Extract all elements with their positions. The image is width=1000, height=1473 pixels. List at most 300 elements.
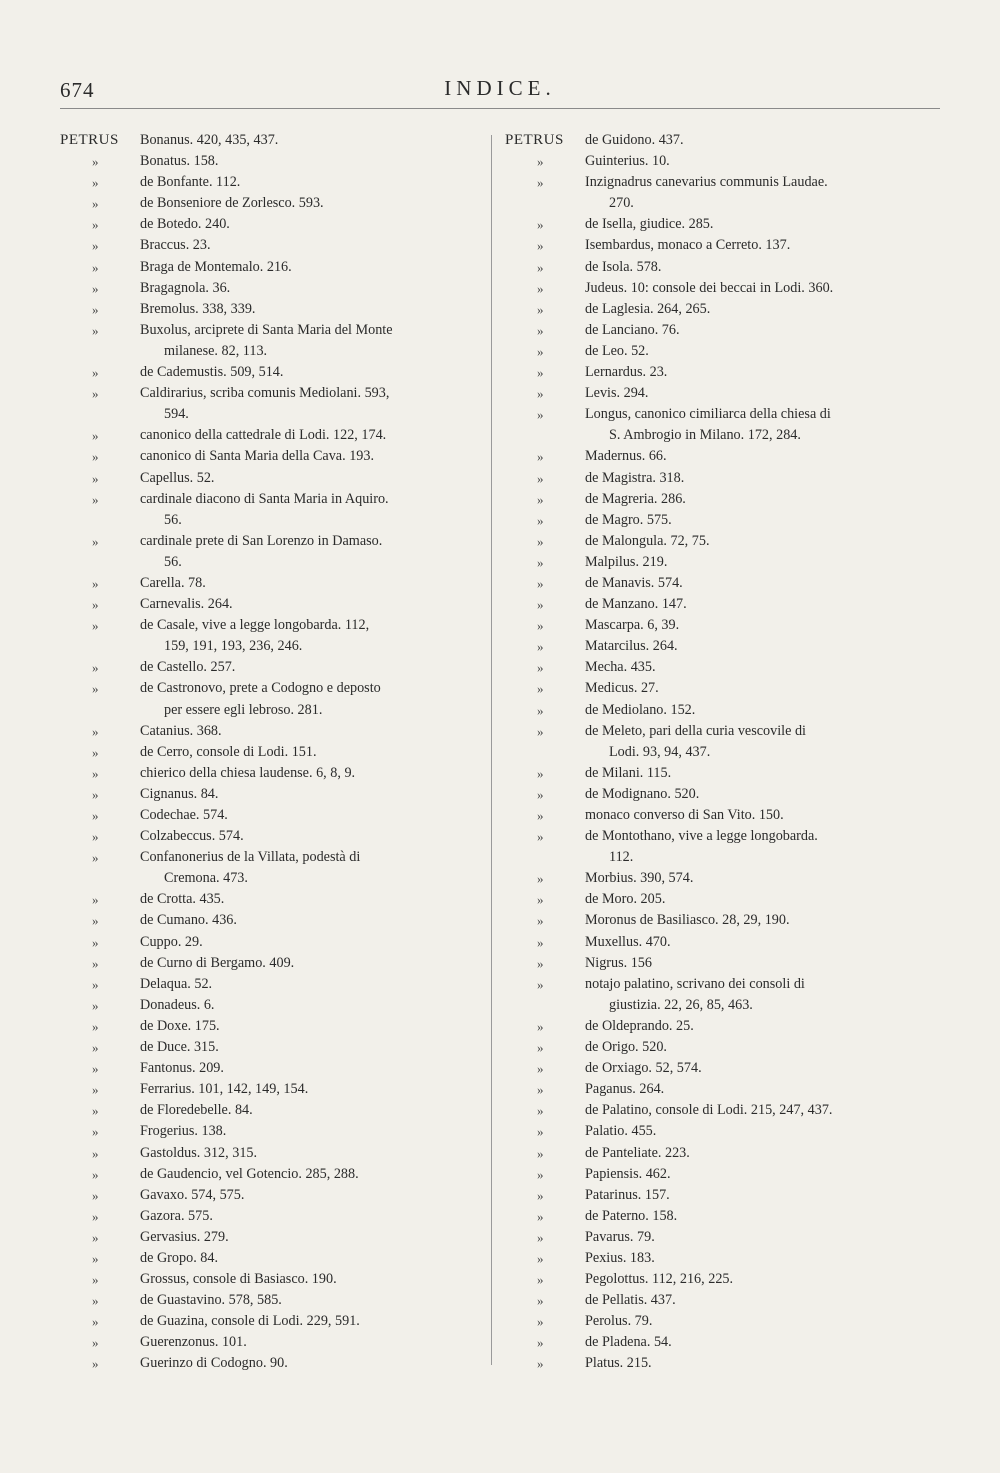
- index-entry: [505, 763, 925, 784]
- entry-line: de Origo. 520.: [585, 1039, 667, 1056]
- index-entry: [60, 193, 470, 214]
- ditto-mark: »: [537, 976, 544, 992]
- ditto-mark: »: [92, 322, 99, 338]
- entry-text: [140, 1227, 470, 1248]
- entry-text: [140, 130, 470, 151]
- entry-line: de Guidono. 437.: [585, 132, 684, 148]
- ditto-mark: »: [537, 1040, 544, 1056]
- index-entry: [60, 889, 470, 910]
- index-entry: [505, 573, 925, 594]
- ditto-mark: »: [537, 343, 544, 359]
- index-entry: [505, 636, 925, 657]
- entry-line: de Malongula. 72, 75.: [585, 532, 710, 549]
- entry-text: [140, 974, 470, 995]
- column-divider: [491, 135, 492, 1365]
- index-entry: [60, 1227, 470, 1248]
- entry-text: [140, 847, 470, 889]
- entry-text: [585, 278, 925, 299]
- ditto-mark: »: [537, 554, 544, 570]
- index-entry: [505, 1311, 925, 1332]
- index-entry: [60, 531, 470, 573]
- ditto-mark: »: [537, 217, 544, 233]
- index-entry: [505, 446, 925, 467]
- entry-continuation-line: 270.: [609, 195, 634, 212]
- index-entry: [60, 468, 470, 489]
- entry-text: [585, 889, 925, 910]
- index-entry: [60, 320, 470, 362]
- entry-text: [140, 657, 470, 678]
- entry-line: Catanius. 368.: [140, 722, 222, 739]
- ditto-mark: »: [537, 660, 544, 676]
- entry-text: [585, 594, 925, 615]
- ditto-mark: »: [92, 1018, 99, 1034]
- ditto-mark: »: [537, 1166, 544, 1182]
- ditto-mark: »: [92, 470, 99, 486]
- entry-text: [140, 468, 470, 489]
- index-entry: [60, 1079, 470, 1100]
- entry-line: Guerenzonus. 101.: [140, 1334, 247, 1351]
- entry-text: [585, 826, 925, 868]
- entry-continuation-line: 56.: [164, 553, 182, 570]
- entry-text: [585, 1269, 925, 1290]
- index-entry: [505, 151, 925, 172]
- entry-line: chierico della chiesa laudense. 6, 8, 9.: [140, 764, 356, 781]
- ditto-mark: »: [537, 597, 544, 613]
- entry-text: [140, 151, 470, 172]
- entry-line: Braga de Montemalo. 216.: [140, 258, 292, 275]
- entry-line: de Paterno. 158.: [585, 1207, 678, 1224]
- ditto-mark: »: [92, 1082, 99, 1098]
- index-entry: [60, 235, 470, 256]
- entry-line: Longus, canonico cimiliarca della chiesa di: [585, 406, 831, 423]
- entry-text: [585, 868, 925, 889]
- entry-line: Moronus de Basiliasco. 28, 29, 190.: [585, 912, 790, 929]
- entry-line: de Isola. 578.: [585, 258, 662, 275]
- entry-line: de Montothano, vive a legge longobarda.: [585, 828, 818, 845]
- index-entry: [60, 932, 470, 953]
- index-entry: [60, 299, 470, 320]
- entry-headword: PETRUS: [505, 132, 564, 148]
- ditto-mark: »: [92, 1272, 99, 1288]
- entry-text: [585, 1248, 925, 1269]
- entry-line: Muxellus. 470.: [585, 933, 671, 950]
- entry-text: [140, 953, 470, 974]
- ditto-mark: »: [537, 681, 544, 697]
- entry-line: Nigrus. 156: [585, 954, 652, 971]
- index-entry: [505, 974, 925, 1016]
- ditto-mark: »: [92, 955, 99, 971]
- index-entry: [60, 489, 470, 531]
- index-entry: [60, 151, 470, 172]
- entry-text: [585, 1143, 925, 1164]
- entry-line: de Isella, giudice. 285.: [585, 216, 714, 233]
- index-entry: [505, 320, 925, 341]
- index-column-right: [505, 130, 925, 1375]
- entry-line: de Casale, vive a legge longobarda. 112,: [140, 617, 370, 634]
- entry-line: Isembardus, monaco a Cerreto. 137.: [585, 237, 791, 254]
- index-entry: [505, 510, 925, 531]
- entry-text: [140, 1058, 470, 1079]
- ditto-mark: »: [92, 786, 99, 802]
- entry-line: de Orxiago. 52, 574.: [585, 1060, 702, 1077]
- ditto-mark: »: [537, 1229, 544, 1245]
- index-entry: [505, 784, 925, 805]
- entry-line: Madernus. 66.: [585, 448, 667, 465]
- entry-text: [585, 678, 925, 699]
- entry-text: [140, 742, 470, 763]
- entry-line: Carnevalis. 264.: [140, 596, 233, 613]
- ditto-mark: »: [537, 1103, 544, 1119]
- entry-text: [585, 489, 925, 510]
- entry-headword: PETRUS: [60, 132, 119, 148]
- entry-text: [585, 1016, 925, 1037]
- index-entry: [60, 1269, 470, 1290]
- entry-line: de Floredebelle. 84.: [140, 1102, 253, 1119]
- ditto-mark: »: [92, 829, 99, 845]
- ditto-mark: »: [537, 1356, 544, 1372]
- entry-line: de Botedo. 240.: [140, 216, 230, 233]
- index-entry: [60, 362, 470, 383]
- index-entry: [505, 341, 925, 362]
- entry-line: Buxolus, arciprete di Santa Maria del Monte: [140, 321, 393, 338]
- entry-text: [585, 1311, 925, 1332]
- entry-text: [585, 214, 925, 235]
- ditto-mark: »: [92, 1356, 99, 1372]
- index-entry: [505, 910, 925, 931]
- entry-text: [140, 1164, 470, 1185]
- ditto-mark: »: [92, 892, 99, 908]
- entry-line: Braccus. 23.: [140, 237, 211, 254]
- ditto-mark: »: [537, 1187, 544, 1203]
- index-entry: [505, 615, 925, 636]
- index-entry: [60, 805, 470, 826]
- entry-text: [585, 404, 925, 446]
- entry-text: [585, 700, 925, 721]
- entry-line: Codechae. 574.: [140, 807, 228, 823]
- entry-text: [140, 235, 470, 256]
- ditto-mark: »: [537, 386, 544, 402]
- ditto-mark: »: [92, 597, 99, 613]
- entry-continuation-line: S. Ambrogio in Milano. 172, 284.: [609, 427, 801, 444]
- entry-text: [140, 826, 470, 847]
- entry-text: [585, 1185, 925, 1206]
- entry-text: [140, 362, 470, 383]
- entry-line: de Milani. 115.: [585, 764, 672, 781]
- entry-text: [585, 953, 925, 974]
- entry-text: [140, 1311, 470, 1332]
- index-entry: [505, 700, 925, 721]
- index-entry: [505, 235, 925, 256]
- entry-text: [140, 299, 470, 320]
- entry-line: de Panteliate. 223.: [585, 1144, 690, 1161]
- entry-line: canonico della cattedrale di Lodi. 122, 174.: [140, 427, 387, 444]
- page-number: 674: [60, 78, 95, 102]
- entry-text: [140, 721, 470, 742]
- ditto-mark: »: [537, 154, 544, 170]
- index-entry: [505, 552, 925, 573]
- entry-line: Morbius. 390, 574.: [585, 870, 694, 887]
- entry-line: Medicus. 27.: [585, 680, 659, 697]
- index-entry: [505, 868, 925, 889]
- entry-line: Gavaxo. 574, 575.: [140, 1186, 245, 1203]
- entry-text: [585, 1100, 925, 1121]
- ditto-mark: »: [537, 639, 544, 655]
- index-entry: [60, 1164, 470, 1185]
- ditto-mark: »: [537, 1250, 544, 1266]
- entry-text: [585, 784, 925, 805]
- ditto-mark: »: [537, 871, 544, 887]
- entry-text: [585, 362, 925, 383]
- entry-text: [585, 974, 925, 1016]
- entry-line: de Manzano. 147.: [585, 596, 687, 613]
- entry-line: de Gropo. 84.: [140, 1249, 219, 1266]
- entry-line: de Lanciano. 76.: [585, 321, 680, 338]
- index-entry: [60, 974, 470, 995]
- index-entry: [60, 1037, 470, 1058]
- index-entry: [505, 1332, 925, 1353]
- ditto-mark: »: [92, 660, 99, 676]
- entry-text: [140, 489, 470, 531]
- index-entry: [505, 1164, 925, 1185]
- ditto-mark: »: [92, 533, 99, 549]
- entry-line: Capellus. 52.: [140, 469, 215, 486]
- ditto-mark: »: [92, 976, 99, 992]
- ditto-mark: »: [92, 259, 99, 275]
- ditto-mark: »: [537, 491, 544, 507]
- entry-line: Gazora. 575.: [140, 1207, 213, 1224]
- entry-text: [585, 1332, 925, 1353]
- ditto-mark: »: [537, 1314, 544, 1330]
- index-entry: [505, 953, 925, 974]
- header-rule: [60, 108, 940, 109]
- entry-line: Perolus. 79.: [585, 1313, 653, 1330]
- index-entry: [505, 1121, 925, 1142]
- entry-line: Papiensis. 462.: [585, 1165, 671, 1182]
- ditto-mark: »: [537, 765, 544, 781]
- entry-line: de Cumano. 436.: [140, 912, 237, 929]
- entry-line: de Guastavino. 578, 585.: [140, 1292, 282, 1309]
- entry-line: Bremolus. 338, 339.: [140, 300, 256, 317]
- index-entry: [60, 1058, 470, 1079]
- index-entry: [60, 678, 470, 720]
- index-entry: [60, 257, 470, 278]
- entry-line: de Crotta. 435.: [140, 891, 225, 908]
- ditto-mark: »: [92, 154, 99, 170]
- entry-line: de Cerro, console di Lodi. 151.: [140, 743, 317, 760]
- index-entry: [505, 214, 925, 235]
- entry-text: [140, 1248, 470, 1269]
- ditto-mark: »: [92, 428, 99, 444]
- index-entry: [505, 362, 925, 383]
- index-entry: [60, 763, 470, 784]
- index-entry: [60, 721, 470, 742]
- entry-text: [140, 889, 470, 910]
- entry-text: [140, 784, 470, 805]
- entry-line: Grossus, console di Basiasco. 190.: [140, 1271, 337, 1288]
- entry-line: de Moro. 205.: [585, 891, 666, 908]
- entry-text: [585, 636, 925, 657]
- entry-text: [140, 573, 470, 594]
- index-entry: [60, 130, 470, 151]
- index-entry: [505, 1143, 925, 1164]
- entry-line: Patarinus. 157.: [585, 1186, 670, 1203]
- entry-text: [140, 1290, 470, 1311]
- ditto-mark: »: [537, 259, 544, 275]
- entry-text: [585, 1037, 925, 1058]
- entry-text: [585, 235, 925, 256]
- ditto-mark: »: [92, 1124, 99, 1140]
- entry-line: de Magro. 575.: [585, 511, 672, 528]
- ditto-mark: »: [92, 1250, 99, 1266]
- entry-text: [140, 1079, 470, 1100]
- entry-line: Mecha. 435.: [585, 659, 656, 676]
- index-entry: [505, 1206, 925, 1227]
- entry-line: canonico di Santa Maria della Cava. 193.: [140, 448, 375, 465]
- index-entry: [505, 932, 925, 953]
- entry-text: [140, 763, 470, 784]
- ditto-mark: »: [537, 1272, 544, 1288]
- ditto-mark: »: [92, 386, 99, 402]
- index-entry: [60, 1016, 470, 1037]
- entry-line: Pexius. 183.: [585, 1249, 655, 1266]
- entry-text: [140, 1037, 470, 1058]
- entry-text: [585, 1058, 925, 1079]
- entry-text: [585, 257, 925, 278]
- ditto-mark: »: [537, 1335, 544, 1351]
- entry-line: Lernardus. 23.: [585, 364, 668, 381]
- entry-text: [140, 1121, 470, 1142]
- index-entry: [60, 573, 470, 594]
- ditto-mark: »: [92, 808, 99, 823]
- ditto-mark: »: [92, 1293, 99, 1309]
- ditto-mark: »: [92, 301, 99, 317]
- entry-line: Bragagnola. 36.: [140, 279, 231, 296]
- entry-line: de Bonseniore de Zorlesco. 593.: [140, 195, 324, 212]
- ditto-mark: »: [92, 1314, 99, 1330]
- entry-line: de Laglesia. 264, 265.: [585, 300, 711, 317]
- ditto-mark: »: [92, 681, 99, 697]
- entry-text: [140, 1353, 470, 1374]
- ditto-mark: »: [537, 618, 544, 634]
- entry-line: de Bonfante. 112.: [140, 174, 241, 191]
- index-entry: [505, 257, 925, 278]
- ditto-mark: »: [92, 217, 99, 233]
- ditto-mark: »: [537, 238, 544, 254]
- entry-text: [585, 510, 925, 531]
- index-entry: [505, 721, 925, 763]
- index-entry: [60, 383, 470, 425]
- index-entry: [60, 594, 470, 615]
- index-entry: [60, 742, 470, 763]
- page-title: INDICE.: [444, 76, 556, 100]
- ditto-mark: »: [92, 238, 99, 254]
- ditto-mark: »: [92, 365, 99, 381]
- entry-text: [585, 657, 925, 678]
- entry-line: Carella. 78.: [140, 574, 206, 591]
- entry-text: [585, 1079, 925, 1100]
- ditto-mark: »: [537, 470, 544, 486]
- entry-line: Caldirarius, scriba comunis Mediolani. 593,: [140, 385, 390, 402]
- entry-continuation-line: milanese. 82, 113.: [164, 342, 268, 359]
- index-entry: [60, 1353, 470, 1374]
- ditto-mark: »: [537, 1293, 544, 1309]
- index-entry: [505, 531, 925, 552]
- entry-continuation-line: 112.: [609, 849, 634, 866]
- entry-text: [585, 615, 925, 636]
- ditto-mark: »: [537, 512, 544, 528]
- ditto-mark: »: [92, 1040, 99, 1056]
- entry-line: monaco converso di San Vito. 150.: [585, 807, 784, 823]
- entry-text: [140, 531, 470, 573]
- ditto-mark: »: [92, 175, 99, 191]
- entry-line: Colzabeccus. 574.: [140, 828, 244, 845]
- entry-line: cardinale prete di San Lorenzo in Damaso.: [140, 532, 383, 549]
- entry-continuation-line: Lodi. 93, 94, 437.: [609, 743, 711, 760]
- entry-line: Levis. 294.: [585, 385, 649, 402]
- index-entry: [60, 995, 470, 1016]
- entry-text: [140, 1269, 470, 1290]
- entry-text: [140, 1143, 470, 1164]
- entry-text: [585, 763, 925, 784]
- entry-line: Palatio. 455.: [585, 1123, 657, 1140]
- entry-line: Inzignadrus canevarius communis Laudae.: [585, 174, 828, 191]
- ditto-mark: »: [537, 533, 544, 549]
- entry-continuation-line: per essere egli lebroso. 281.: [164, 701, 323, 718]
- ditto-mark: »: [92, 1145, 99, 1161]
- entry-line: de Mediolano. 152.: [585, 701, 696, 718]
- entry-text: [585, 468, 925, 489]
- entry-text: [585, 805, 925, 826]
- index-entry: [505, 130, 925, 151]
- ditto-mark: »: [537, 829, 544, 845]
- entry-line: de Guazina, console di Lodi. 229, 591.: [140, 1313, 360, 1330]
- entry-text: [585, 910, 925, 931]
- entry-text: [140, 995, 470, 1016]
- entry-line: Paganus. 264.: [585, 1081, 665, 1098]
- ditto-mark: »: [537, 1061, 544, 1077]
- entry-text: [140, 910, 470, 931]
- entry-line: de Magistra. 318.: [585, 469, 685, 486]
- index-entry: [505, 383, 925, 404]
- ditto-mark: »: [92, 934, 99, 950]
- entry-line: Bonatus. 158.: [140, 153, 219, 170]
- index-entry: [60, 847, 470, 889]
- entry-continuation-line: 594.: [164, 406, 189, 423]
- entry-text: [140, 1016, 470, 1037]
- entry-text: [140, 214, 470, 235]
- entry-line: de Gaudencio, vel Gotencio. 285, 288.: [140, 1165, 359, 1182]
- entry-line: de Doxe. 175.: [140, 1017, 220, 1034]
- entry-text: [585, 1227, 925, 1248]
- entry-line: de Oldeprando. 25.: [585, 1017, 694, 1034]
- index-entry: [60, 1185, 470, 1206]
- entry-line: Matarcilus. 264.: [585, 638, 678, 655]
- index-entry: [60, 657, 470, 678]
- ditto-mark: »: [537, 575, 544, 591]
- index-entry: [505, 1248, 925, 1269]
- index-entry: [505, 489, 925, 510]
- index-column-left: [60, 130, 470, 1375]
- index-entry: [60, 1332, 470, 1353]
- entry-line: de Castello. 257.: [140, 659, 236, 676]
- ditto-mark: »: [92, 1229, 99, 1245]
- ditto-mark: »: [92, 196, 99, 212]
- entry-line: de Manavis. 574.: [585, 574, 683, 591]
- entry-text: [140, 1332, 470, 1353]
- entry-text: [140, 425, 470, 446]
- index-entry: [505, 404, 925, 446]
- ditto-mark: »: [537, 407, 544, 423]
